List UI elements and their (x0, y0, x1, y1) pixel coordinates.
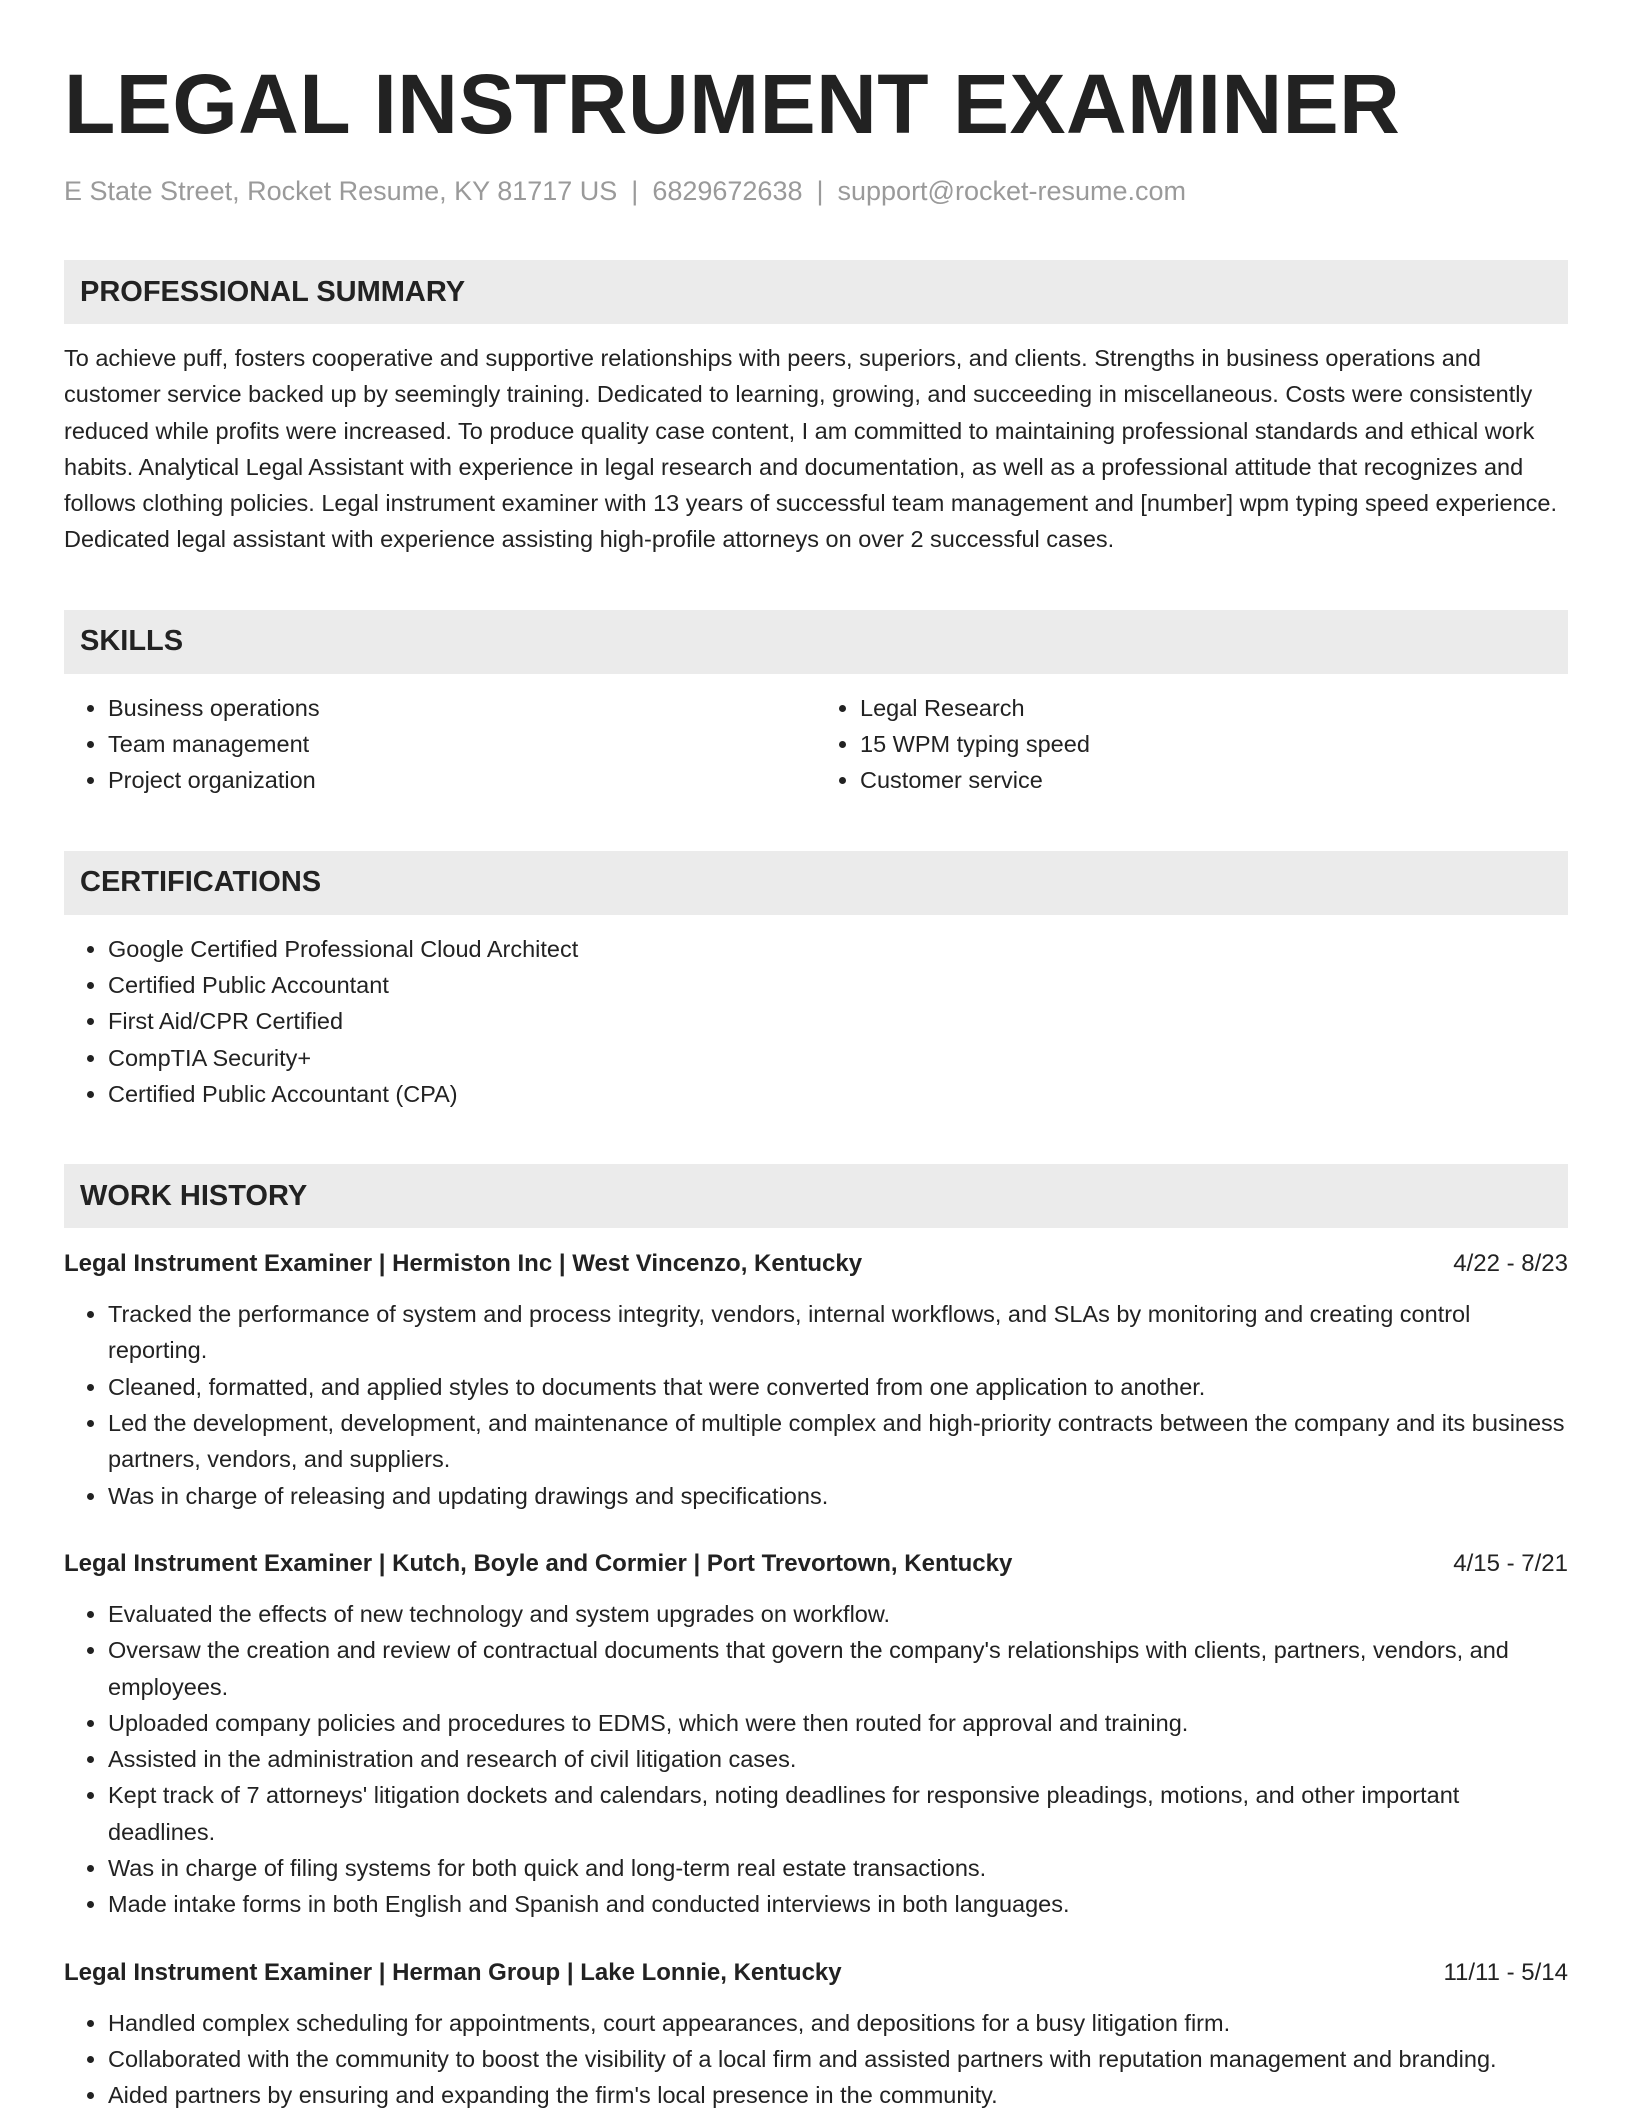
certification-item: • First Aid/CPR Certified (108, 1003, 1568, 1039)
job-dates: 4/22 - 8/23 (1453, 1250, 1568, 1278)
job-bullet: • Led the development, development, and maintenance of multiple complex and high-priority contracts between the company and its business partners, vendors, and suppliers. (108, 1405, 1568, 1478)
job-bullet: • Uploaded company policies and procedures to EDMS, which were then routed for approval and training. (108, 1705, 1568, 1741)
skill-item: • Legal Research (860, 690, 1568, 726)
job-entry (64, 1955, 1568, 2114)
job-bullet: • Collaborated with the community to boost the visibility of a local firm and assisted partners with reputation management and branding. (108, 2041, 1568, 2077)
job-title: Legal Instrument Examiner | Hermiston Inc | West Vincenzo, Kentucky (64, 1250, 863, 1278)
certification-item: • Certified Public Accountant (CPA) (108, 1076, 1568, 1112)
skill-item: • Business operations (108, 690, 816, 726)
skill-item: • Customer service (860, 762, 1568, 798)
job-entry (64, 1546, 1568, 1923)
job-bullets (64, 1596, 1568, 1923)
certifications-heading: CERTIFICATIONS (64, 851, 1568, 915)
job-bullets (64, 2005, 1568, 2114)
skill-item: • Project organization (108, 762, 816, 798)
job-bullet: • Was in charge of releasing and updating drawings and specifications. (108, 1478, 1568, 1514)
skill-item: • 15 WPM typing speed (860, 726, 1568, 762)
certifications-list (64, 931, 1568, 1112)
certification-item: • Google Certified Professional Cloud Architect (108, 931, 1568, 967)
skill-item: • Team management (108, 726, 816, 762)
job-bullets (64, 1296, 1568, 1514)
job-header (64, 1246, 1568, 1282)
contact-address: E State Street, Rocket Resume, KY 81717 US (64, 176, 618, 206)
contact-line (64, 174, 1568, 208)
job-title: Legal Instrument Examiner | Kutch, Boyle and Cormier | Port Trevortown, Kentucky (64, 1549, 1013, 1577)
certification-item: • CompTIA Security+ (108, 1040, 1568, 1076)
summary-heading: PROFESSIONAL SUMMARY (64, 260, 1568, 324)
contact-separator: | (816, 176, 824, 206)
summary-text: To achieve puff, fosters cooperative and supportive relationships with peers, superiors, and clients. Strengths in business operations and customer service backed up by seemingly training. Dedicated to learning, growing, and succeeding in miscellaneous. Costs were consistently reduced while profits were increased. To produce quality case content, I am committed to maintaining professional standards and ethical work habits. Analytical Legal Assistant with experience in legal research and documentation, as well as a professional attitude that recognizes and follows clothing policies. Legal instrument examiner with 13 years of successful team management and [number] wpm typing speed experience. Dedicated legal assistant with experience assisting high-profile attorneys on over 2 successful cases. (64, 345, 1558, 553)
job-bullet: • Evaluated the effects of new technology and system upgrades on workflow. (108, 1596, 1568, 1632)
contact-email: support@rocket-resume.com (837, 176, 1187, 206)
job-bullet: • Made intake forms in both English and Spanish and conducted interviews in both languages. (108, 1886, 1568, 1922)
contact-phone: 6829672638 (652, 176, 803, 206)
skills-heading: SKILLS (64, 610, 1568, 674)
job-bullet: • Oversaw the creation and review of contractual documents that govern the company's relationships with clients, partners, vendors, and employees. (108, 1632, 1568, 1705)
job-title: Legal Instrument Examiner | Herman Group | Lake Lonnie, Kentucky (64, 1958, 842, 1986)
certification-item: • Certified Public Accountant (108, 967, 1568, 1003)
contact-separator: | (631, 176, 639, 206)
job-bullet: • Cleaned, formatted, and applied styles to documents that were converted from one application to another. (108, 1369, 1568, 1405)
skills-column-right (816, 690, 1568, 799)
job-dates: 11/11 - 5/14 (1443, 1958, 1568, 1986)
candidate-name: LEGAL INSTRUMENT EXAMINER (64, 57, 1401, 151)
skills-column-left (64, 690, 816, 799)
job-header (64, 1955, 1568, 1991)
work-history-heading: WORK HISTORY (64, 1164, 1568, 1228)
job-bullet: • Handled complex scheduling for appointments, court appearances, and depositions for a busy litigation firm. (108, 2005, 1568, 2041)
job-bullet: • Kept track of 7 attorneys' litigation dockets and calendars, noting deadlines for responsive pleadings, motions, and other important deadlines. (108, 1777, 1568, 1850)
job-dates: 4/15 - 7/21 (1453, 1549, 1568, 1577)
job-header (64, 1546, 1568, 1582)
job-entry (64, 1246, 1568, 1514)
job-bullet: • Was in charge of filing systems for both quick and long-term real estate transactions. (108, 1850, 1568, 1886)
skills-list (64, 690, 1568, 799)
job-bullet: • Aided partners by ensuring and expanding the firm's local presence in the community. (108, 2077, 1568, 2113)
job-bullet: • Tracked the performance of system and process integrity, vendors, internal workflows, and SLAs by monitoring and creating control reporting. (108, 1296, 1568, 1369)
job-bullet: • Assisted in the administration and research of civil litigation cases. (108, 1741, 1568, 1777)
